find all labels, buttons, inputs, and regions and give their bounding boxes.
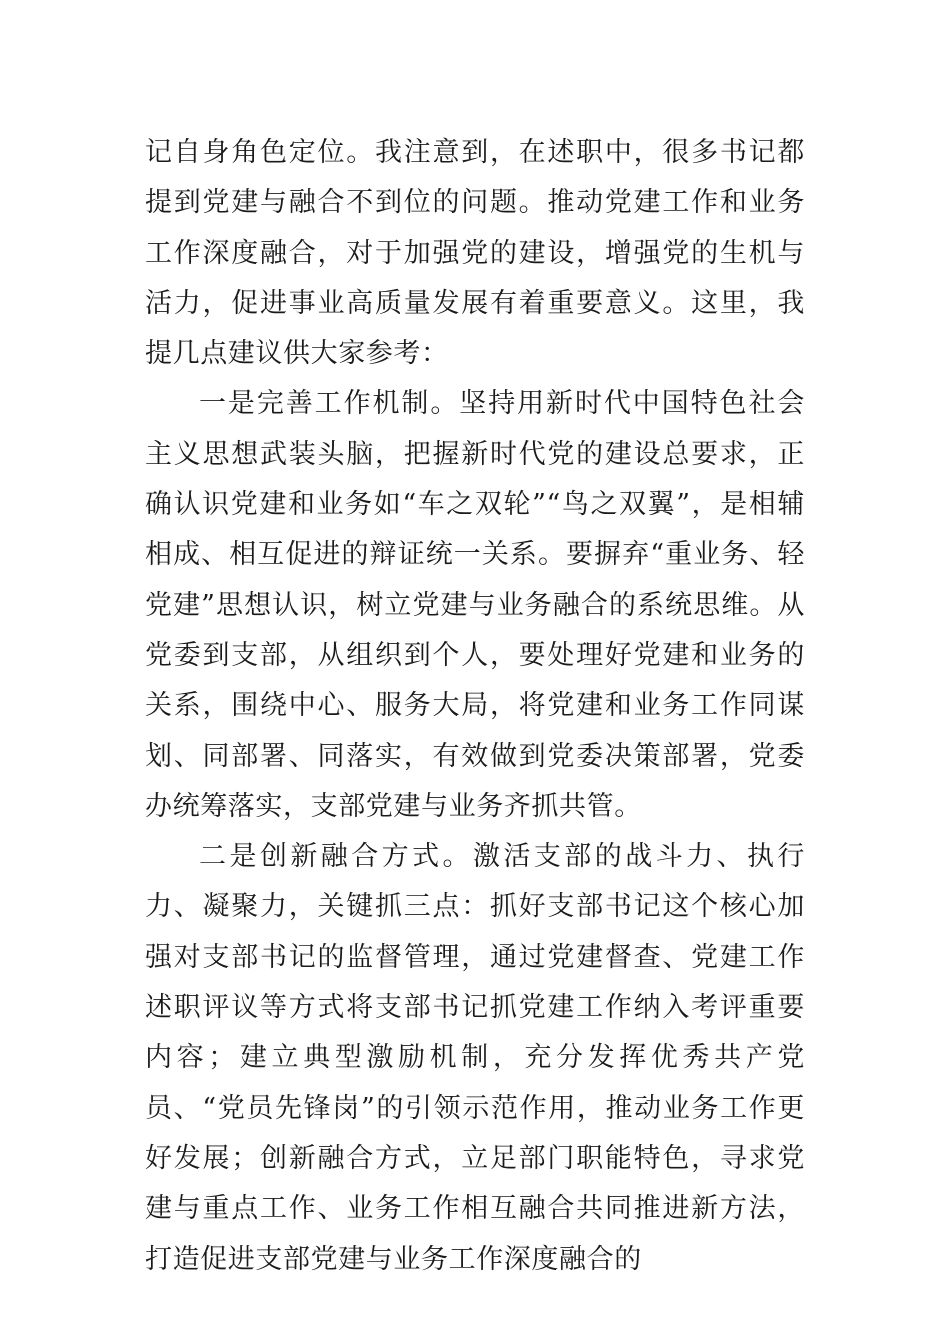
paragraph-point-two: 二是创新融合方式。激活支部的战斗力、执行力、凝聚力，关键抓三点：抓好支部书记这个核心加强对支部书记的监督管理，通过党建督查、党建工作述职评议等方式将支部书记抓党建工作纳入考评重要内容；建立典型激励机制，充分发挥优秀共产党员、“党员先锋岗”的引领示范作用，推动业务工作更好发展；创新融合方式，立足部门职能特色，寻求党建与重点工作、业务工作相互融合共同推进新方法，打造促进支部党建与业务工作深度融合的: [145, 841, 805, 1275]
paragraph-point-one: 一是完善工作机制。坚持用新时代中国特色社会主义思想武装头脑，把握新时代党的建设总要求，正确认识党建和业务如“车之双轮”“鸟之双翼”，是相辅相成、相互促进的辩证统一关系。要摒弃“重业务、轻党建”思想认识，树立党建与业务融合的系统思维。从党委到支部，从组织到个人，要处理好党建和业务的关系，围绕中心、服务大局，将党建和业务工作同谋划、同部署、同落实，有效做到党委决策部署，党委办统筹落实，支部党建与业务齐抓共管。: [145, 388, 805, 822]
document-body: [145, 128, 805, 1285]
paragraph-intro: 记自身角色定位。我注意到，在述职中，很多书记都提到党建与融合不到位的问题。推动党建工作和业务工作深度融合，对于加强党的建设，增强党的生机与活力，促进事业高质量发展有着重要意义。这里，我提几点建议供大家参考：: [145, 137, 805, 370]
